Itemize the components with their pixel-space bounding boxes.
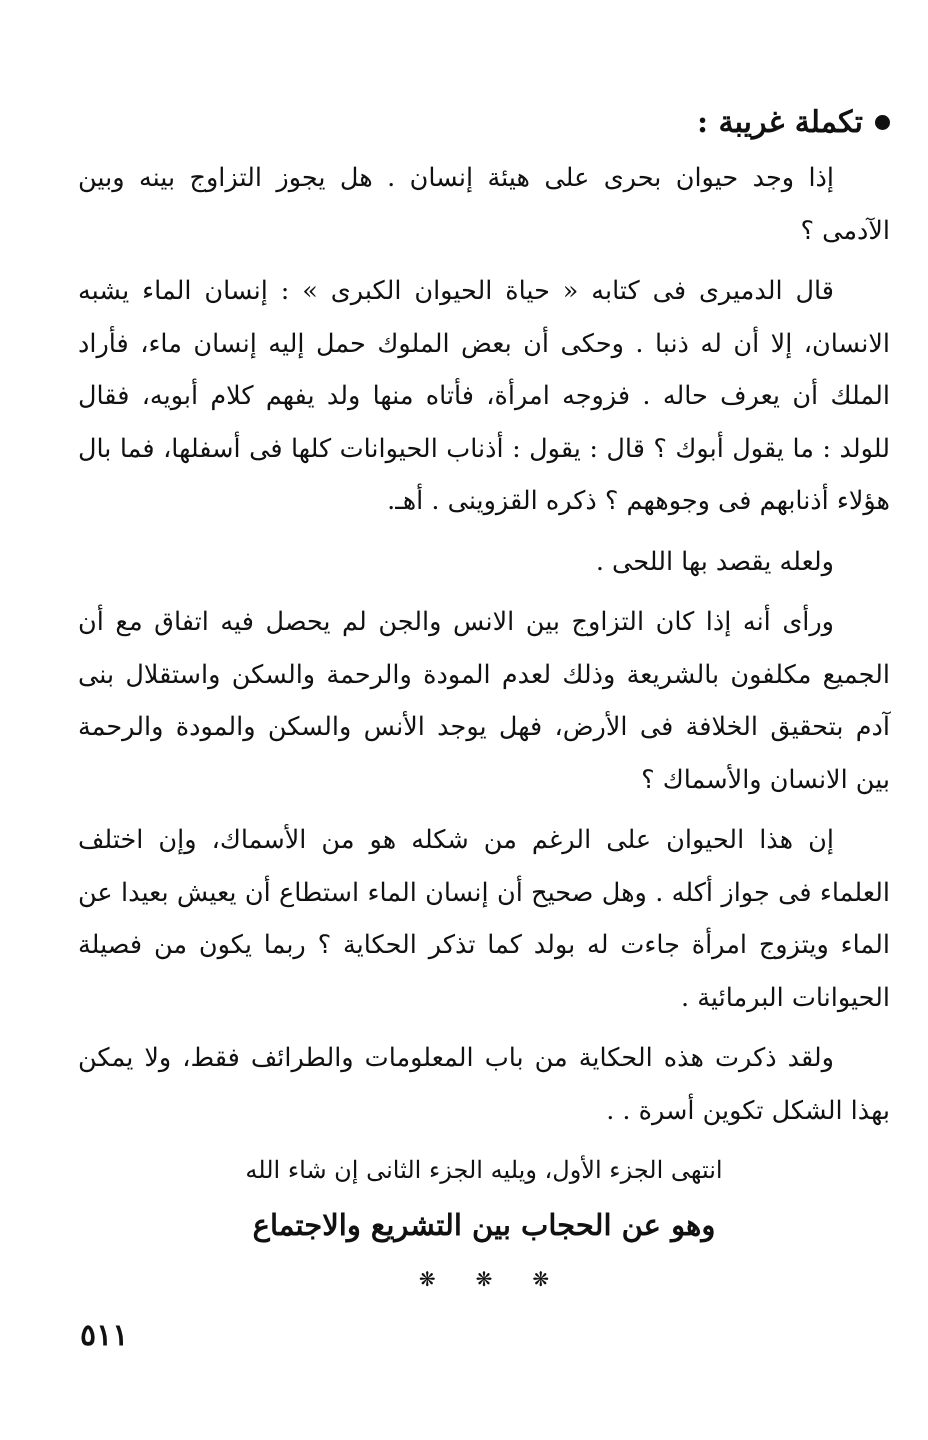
page-content <box>78 96 890 1291</box>
closing-title: وهو عن الحجاب بين التشريع والاجتماع <box>252 1208 716 1242</box>
bullet-icon <box>875 115 890 130</box>
paragraph-6: ولقد ذكرت هذه الحكاية من باب المعلومات والطرائف فقط، ولا يمكن بهذا الشكل تكوين أسرة . . <box>78 1043 890 1126</box>
closing-line: انتهى الجزء الأول، ويليه الجزء الثانى إن شاء الله <box>245 1156 723 1184</box>
page-number: ٥١١ <box>80 1318 129 1353</box>
star-icon: ❋ <box>532 1267 550 1291</box>
paragraph-1: إذا وجد حيوان بحرى على هيئة إنسان . هل يجوز التزاوج بينه وبين الآدمى ؟ <box>78 163 890 246</box>
section-heading <box>78 96 890 148</box>
star-icon: ❋ <box>418 1267 436 1291</box>
paragraph-5: إن هذا الحيوان على الرغم من شكله هو من الأسماك، وإن اختلف العلماء فى جواز أكله . وهل صحيح أن إنسان الماء استطاع أن يعيش بعيدا عن الماء ويتزوج امرأة جاءت له بولد كما تذكر الحكاية ؟ ربما يكون من فصيلة الحيوانات البرمائية . <box>78 825 890 1013</box>
star-icon: ❋ <box>475 1267 493 1291</box>
separator-stars <box>78 1267 890 1291</box>
paragraph-4: ورأى أنه إذا كان التزاوج بين الانس والجن لم يحصل فيه اتفاق مع أن الجميع مكلفون بالشريعة وذلك لعدم المودة والرحمة والسكن واستقلال بنى آدم بتحقيق الخلافة فى الأرض، فهل يوجد الأنس والسكن والمودة والرحمة بين الانسان والأسماك ؟ <box>78 607 890 795</box>
paragraph-2: قال الدميرى فى كتابه « حياة الحيوان الكبرى » : إنسان الماء يشبه الانسان، إلا أن له ذنبا . وحكى أن بعض الملوك حمل إليه إنسان ماء، فأراد الملك أن يعرف حاله . فزوجه امرأة، فأتاه منها ولد يفهم كلام أبويه، فقال للولد : ما يقول أبوك ؟ قال : يقول : أذناب الحيوانات كلها فى أسفلها، فما بال هؤلاء أذنابهم فى وجوههم ؟ ذكره القزوينى . أهـ. <box>78 276 890 516</box>
paragraph-3: ولعله يقصد بها اللحى . <box>595 546 834 577</box>
heading-text: تكملة غريبة : <box>697 104 863 140</box>
